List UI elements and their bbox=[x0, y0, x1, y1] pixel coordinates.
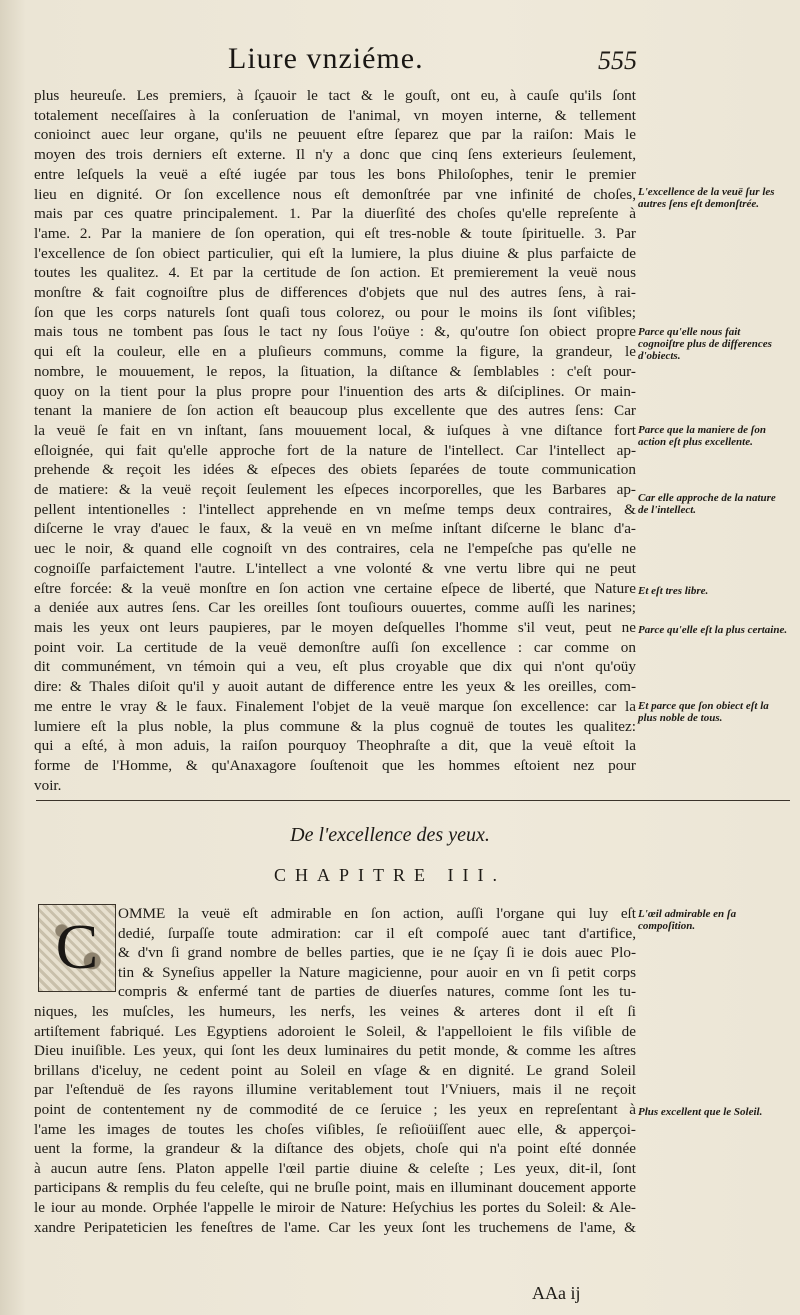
text-line: entre leſquels la veuë a eſté iugée par tous les bons Philoſophes, tenir le premier bbox=[34, 165, 636, 183]
text-line: dire: & Thales diſoit qu'il y auoit autant de difference entre les yeux & les oreilles, com- bbox=[34, 678, 636, 696]
text-line: à aucun autre ſens. Platon appelle l'œil partie diuine & celeſte ; Les yeux, dit-il, ſont bbox=[34, 1159, 636, 1177]
text-line: tin & Syneſius appeller la Nature magicienne, pour auoir en vn ſi petit corps bbox=[118, 963, 636, 981]
text-line: xandre Peripateticien les feneſtres de l'ame. Car les yeux ſont les truchemens de l'ame, & bbox=[34, 1218, 636, 1236]
text-line: mais par ces quatre principalement. 1. Par la diuerſité des choſes qu'elle repreſente à bbox=[34, 205, 636, 223]
page-number: 555 bbox=[598, 46, 637, 75]
text-line: toutes les qualitez. 4. Et par la certitude de ſon action. Et premierement la veuë nous bbox=[34, 264, 636, 282]
text-line: voir. bbox=[34, 776, 62, 794]
text-line: la veuë ſe fait en vn inſtant, ſans mouuement local, & iuſques à vne diſtance fort bbox=[34, 421, 636, 439]
signature-mark: AAa ij bbox=[532, 1283, 581, 1303]
section-divider bbox=[36, 800, 790, 801]
text-line: OMME la veuë eſt admirable en ſon action, auſſi l'organe qui luy eſt bbox=[118, 905, 636, 922]
page-header bbox=[0, 42, 800, 82]
text-line: point de contentement ny de commodité de ce ſeruice ; les yeux en repreſentant à bbox=[34, 1100, 636, 1118]
text-line: monſtre & fait cognoiſtre plus de differences d'objets que nul des autres ſens, à rai- bbox=[34, 284, 636, 302]
text-line: prehende & reçoit les idées & eſpeces des obiets ſeparées de toute communication bbox=[34, 461, 636, 479]
text-line: par l'eſtenduë de ſes rayons illumine veritablement tout l'Vniuers, mais il ne reçoit bbox=[34, 1081, 636, 1099]
text-line: de matiere: & la veuë reçoit ſeulement les eſpeces incorporelles, que les Barbares ap- bbox=[34, 481, 636, 499]
running-head: Liure vnziéme. bbox=[228, 42, 424, 75]
text-line: dit communément, vn témoin qui a veu, eſt plus croyable que dix qui n'ont qu'oüy bbox=[34, 658, 636, 676]
text-line: me entre le vray & le faux. Finalement l'objet de la veuë marque ſon excellence: car la bbox=[34, 697, 636, 715]
chapter-heading: CHAPITRE III. bbox=[274, 865, 506, 885]
text-line: lumiere eſt la plus noble, la plus commune & la plus cognuë de toutes les qualitez: bbox=[34, 717, 636, 735]
margin-note: Plus excellent que le Soleil. bbox=[638, 1106, 763, 1118]
margin-note: Parce qu'elle eſt la plus certaine. bbox=[638, 624, 788, 636]
text-line: & d'vn ſi grand nombre de belles parties, que ie ne ſçay ſi ie dois auec Plo- bbox=[118, 944, 636, 962]
text-line: participans & remplis du feu celeſte, qui ne bruſle point, mais en illuminant doucement apporte bbox=[34, 1179, 636, 1197]
text-line: qui eſt la couleur, elle en a pluſieurs communs, comme la figure, la grandeur, le bbox=[34, 343, 636, 361]
text-line: le iour au monde. Orphée l'appelle le miroir de Nature: Heſychius les portes du Soleil: & Ale- bbox=[34, 1198, 636, 1216]
text-line: tenant la maniere de ſon action eſt beaucoup plus excellente que des autres ſens: Car bbox=[34, 402, 636, 420]
text-line: mais les yeux ont leurs paupieres, par le moyen deſquelles l'homme s'il veut, peut ne bbox=[34, 618, 636, 636]
text-line: l'ame les images de toutes les choſes viſibles, ſe reſioüiſſent auec elle, & apperçoi- bbox=[34, 1120, 636, 1138]
margin-note: Et parce que ſon obiect eſt la plus noble de tous. bbox=[638, 700, 769, 724]
text-line: niques, les muſcles, les humeurs, les nerfs, les veines & arteres dont il eſt ſi bbox=[34, 1002, 636, 1020]
text-line: quoy on la tient pour la plus propre pour l'inuention des arts & diſciplines. Or main- bbox=[34, 382, 636, 400]
text-line: diſcerne le vray d'auec le faux, & la veuë en vn meſme inſtant diſcerne le blanc d'a- bbox=[34, 520, 636, 538]
chapter-text bbox=[34, 904, 636, 1237]
text-line: conioinct auec leur organe, qu'ils ne peuuent eſtre ſeparez que par la raiſon: Mais le bbox=[34, 126, 636, 144]
text-line: brillans d'iceluy, ne cedent point au Soleil en vſage & en dignité. Le grand Soleil bbox=[34, 1061, 636, 1079]
text-line: plus heureuſe. Les premiers, à ſçauoir le tact & le gouſt, ont eu, à cauſe qu'ils ſont bbox=[34, 87, 636, 104]
margin-note: Parce que la maniere de ſon action eſt plus excellente. bbox=[638, 424, 767, 448]
text-line: point voir. La certitude de la veuë demonſtre auſſi ſon excellence : car comme on bbox=[34, 638, 636, 656]
text-line: lieu en dignité. Or ſon excellence nous eſt demonſtrée par vne infinité de choſes, bbox=[34, 185, 636, 203]
text-line: uec le noir, & quand elle cognoiſt vn des contraires, cela ne l'empeſche pas qu'elle ne bbox=[34, 540, 636, 558]
text-line: cognoiſſe parfaictement l'autre. L'intellect a vne volonté & vne vertu libre qui ne peut bbox=[34, 559, 636, 577]
text-line: dedié, ſurpaſſe toute admiration: car il eſt compoſé auec tant d'artifice, bbox=[118, 924, 636, 942]
drop-cap-letter: C bbox=[55, 911, 99, 982]
text-line: eſtre forcée: & la veuë monſtre en ſon action vne certaine eſpece de liberté, que Nature bbox=[34, 579, 636, 597]
text-line: compris & enfermé tant de parties de diuerſes natures, comme ſont les tu- bbox=[118, 983, 636, 1001]
margin-note: L'excellence de la veuë ſur les autres ſens eſt demonſtrée. bbox=[638, 186, 775, 210]
text-line: l'ame. 2. Par la maniere de ſon operation, qui eſt tres-noble & toute ſpirituelle. 3. Par bbox=[34, 224, 636, 242]
text-line: totalement neceſſaires à la conſeruation de l'animal, vn moyen interne, & tellement bbox=[34, 106, 636, 124]
text-line: a deniée aux autres ſens. Car les oreilles ſont touſiours ouuertes, comme auſſi les narines; bbox=[34, 599, 636, 617]
text-line: mais tous ne tombent pas ſous le tact ny ſous l'oüye : &, qu'outre ſon obiect propre bbox=[34, 323, 636, 341]
text-line: qui a eſté, à mon aduis, la raiſon pourquoy Theophraſte a dit, que la veuë eſtoit la bbox=[34, 737, 636, 755]
margin-note: Car elle approche de la nature de l'intellect. bbox=[638, 492, 776, 516]
margin-note: L'œil admirable en ſa compoſition. bbox=[638, 908, 737, 932]
text-line: artiſtement fabriqué. Les Egyptiens adoroient le Soleil, & l'appelloient le fils viſible de bbox=[34, 1022, 636, 1040]
text-line: Dieu inuiſible. Les yeux, qui ſont les deux luminaires du petit monde, & comme les aſtres bbox=[34, 1042, 636, 1060]
text-line: l'excellence de ſon obiect particulier, qui eſt la lumiere, la plus diuine & plus parfaicte de bbox=[34, 244, 636, 262]
text-line: ſon que les corps naturels ſont quaſi tous colorez, ou pour le moins ils ſont viſibles; bbox=[34, 303, 636, 321]
text-line: pellent intentionelles : l'intellect apprehende en vn meſme temps deux contraires, & bbox=[34, 500, 636, 518]
section-title: De l'excellence des yeux. bbox=[290, 824, 490, 846]
text-line: uent la forme, la grandeur & la diſtance des objets, choſe qui n'a point eſté donnée bbox=[34, 1140, 636, 1158]
margin-note: Et eſt tres libre. bbox=[638, 585, 709, 597]
main-text bbox=[34, 86, 636, 795]
margin-note: Parce qu'elle nous fait cognoiſtre plus de differences d'obiects. bbox=[638, 326, 772, 362]
text-line: moyen des trois derniers eſt externe. Il n'y a donc que cinq ſens exterieurs ſeulement, bbox=[34, 146, 636, 164]
text-line: eſloignée, qui fait qu'elle approche fort de la nature de l'intellect. Car l'intellect ap- bbox=[34, 441, 636, 459]
text-line: forme de l'Homme, & qu'Anaxagore ſouſtenoit que les hommes eſtoient nez pour bbox=[34, 756, 636, 774]
text-line: nombre, le mouuement, le repos, la ſituation, la diſtance & ſemblables : c'eſt pour- bbox=[34, 362, 636, 380]
